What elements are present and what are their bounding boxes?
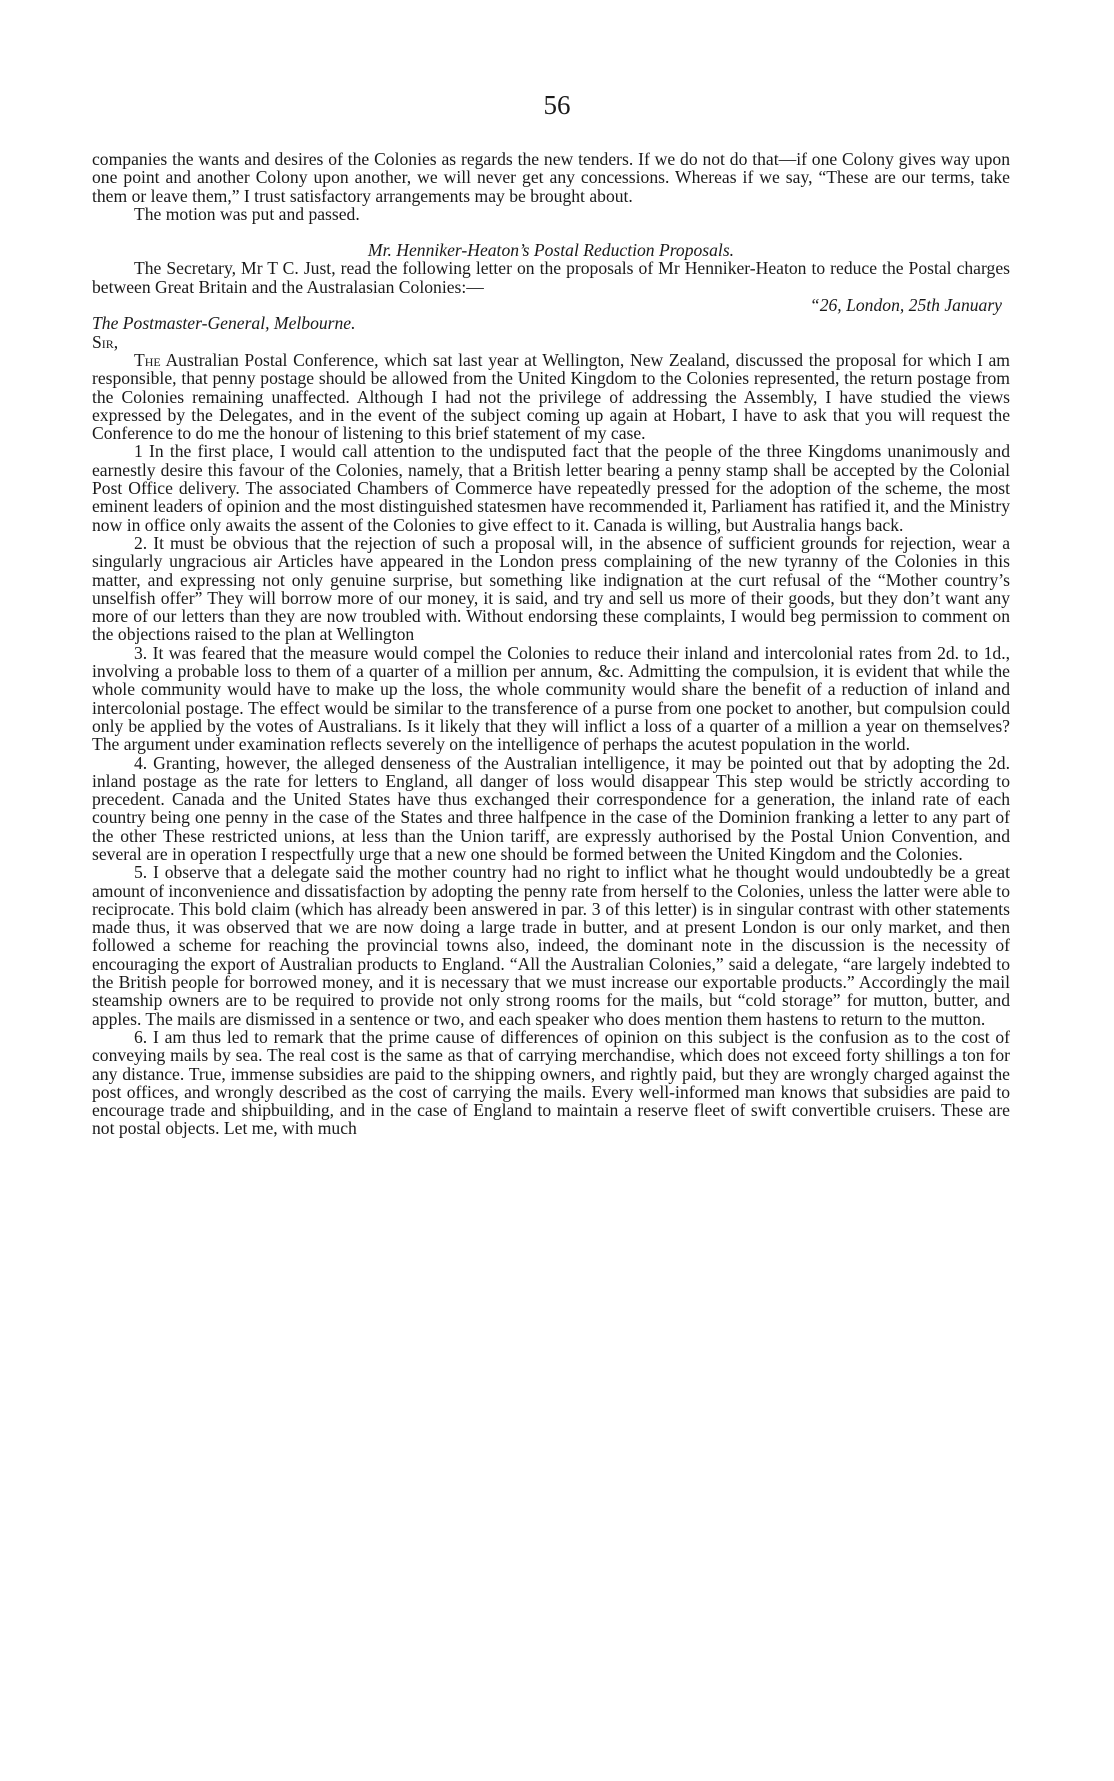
paragraph-intro-lead: The [134, 349, 161, 370]
paragraph-point-2: 2. It must be obvious that the rejection of such a proposal will, in the absence of sufficient grounds for rejection, wear a singularly ungracious air Articles have appeared in the London press complaining of the new tyranny of the Colonies in this matter, and expressing not only genuine surprise, but something like indignation at the curt refusal of the “Mother country’s unselfish offer” They will borrow more of our money, it is said, and try and sell us more of their goods, but they don’t want any more of our letters than they are now troubled with. Without endorsing these complaints, I would beg permission to comment on the objections raised to the plan at Wellington [92, 532, 1010, 645]
paragraph-secretary: The Secretary, Mr T C. Just, read the following letter on the proposals of Mr Henniker-Heaton to reduce the Postal charges between Great Britain and the Australasian Colonies:— [92, 258, 1010, 297]
paragraph-point-6: 6. I am thus led to remark that the prime cause of differences of opinion on this subject is the confusion as to the cost of conveying mails by sea. The real cost is the same as that of carrying merchandise, which does not exceed forty shillings a ton for any distance. True, immense subsidies are paid to the shipping owners, and rightly paid, but they are wrongly charged against the post offices, and wrongly described as the cost of carrying the mails. Every well-informed man knows that subsidies are paid to encourage trade and shipbuilding, and in the case of England to maintain a reserve fleet of swift convertible cruisers. These are not postal objects. Let me, with much [92, 1026, 1010, 1139]
paragraph-intro-body: Australian Postal Conference, which sat last year at Wellington, New Zealand, discussed the proposal for which I am responsible, that penny postage should be allowed from the United Kingdom to the Colonies represented, the return postage from the Colonies remaining unaffected. Although I had not the privilege of addressing the Assembly, I have studied the views expressed by the Delegates, and in the event of the subject coming up again at Hobart, I have to ask that you will request the Conference to do me the honour of listening to this brief statement of my case. [92, 349, 1010, 444]
paragraph-intro [92, 351, 1010, 442]
paragraph-point-3: 3. It was feared that the measure would compel the Colonies to reduce their inland and intercolonial rates from 2d. to 1d., involving a probable loss to them of a quarter of a million per annum, &c. Admitting the compulsion, it is evident that while the whole community would have to make up the loss, the whole community would share the benefit of a reduction of inland and intercolonial postage. The effect would be similar to the transference of a purse from one pocket to another, but compulsion could only be applied by the votes of Australians. Is it likely that they will inflict a loss of a quarter of a million a year on themselves? The argument under examination reflects severely on the intelligence of perhaps the acutest population in the world. [92, 642, 1010, 755]
paragraph-point-4: 4. Granting, however, the alleged denseness of the Australian intelligence, it may be pointed out that by adopting the 2d. inland postage as the rate for letters to England, all danger of loss would disappear This step would be strictly according to precedent. Canada and the United States have thus exchanged their correspondence for a generation, the inland rate of each country being one penny in the case of the States and three halfpence in the case of the Dominion franking a letter to any part of the other These restricted unions, at less than the Union tariff, are expressly authorised by the Postal Union Convention, and several are in operation I respectfully urge that a new one should be formed between the United Kingdom and the Colonies. [92, 752, 1010, 864]
page-number: 56 [543, 90, 571, 120]
paragraph-point-1: 1 In the first place, I would call attention to the undisputed fact that the people of the three Kingdoms unanimously and earnestly desire this favour of the Colonies, namely, that a British letter bearing a penny stamp shall be accepted by the Colonial Post Office delivery. The associated Chambers of Commerce have repeatedly pressed for the adoption of the scheme, the most eminent leaders of opinion and the most distinguished statesmen have recommended it, Parliament has ratified it, and the Ministry now in office only awaits the assent of the Colonies to give effect to it. Canada is willing, but Australia hangs back. [92, 441, 1010, 535]
paragraph-continuation: companies the wants and desires of the Colonies as regards the new tenders. If we do not do that—if one Colony gives way upon one point and another Colony upon another, we will never get any concessions. Whereas if we say, “These are our terms, take them or leave them,” I trust satisfactory arrangements may be brought about. [92, 149, 1010, 206]
letter-addressee: The Postmaster-General, Melbourne. [92, 313, 356, 334]
section-heading: Mr. Henniker-Heaton’s Postal Reduction Proposals. [367, 240, 735, 261]
letter-salutation: Sir, [92, 331, 119, 352]
paragraph-motion: The motion was put and passed. [134, 203, 360, 224]
body-text [92, 150, 1010, 1138]
paragraph-point-5: 5. I observe that a delegate said the mother country had no right to inflict what he thought would undoubtedly be a great amount of inconvenience and dissatisfaction by adopting the penny rate from herself to the Colonies, unless the latter were able to reciprocate. This bold claim (which has already been answered in par. 3 of this letter) is in singular contrast with other statements made thus, it was observed that we are now doing a large trade in butter, and at present London is our only market, and then followed a scheme for reaching the provincial towns also, indeed, the dominant note in the discussion is the necessity of encouraging the export of Australian products to England. “All the Australian Colonies,” said a delegate, “are largely indebted to the British people for borrowed money, and it is necessary that we must increase our exportable products.” Accordingly the mail steamship owners are to be required to provide not only strong rooms for the mails, but “cold storage” for mutton, butter, and apples. The mails are dismissed in a sentence or two, and each speaker who does mention them hastens to return to the mutton. [92, 862, 1010, 1029]
letter-dateline: “26, London, 25th January [809, 295, 1002, 316]
